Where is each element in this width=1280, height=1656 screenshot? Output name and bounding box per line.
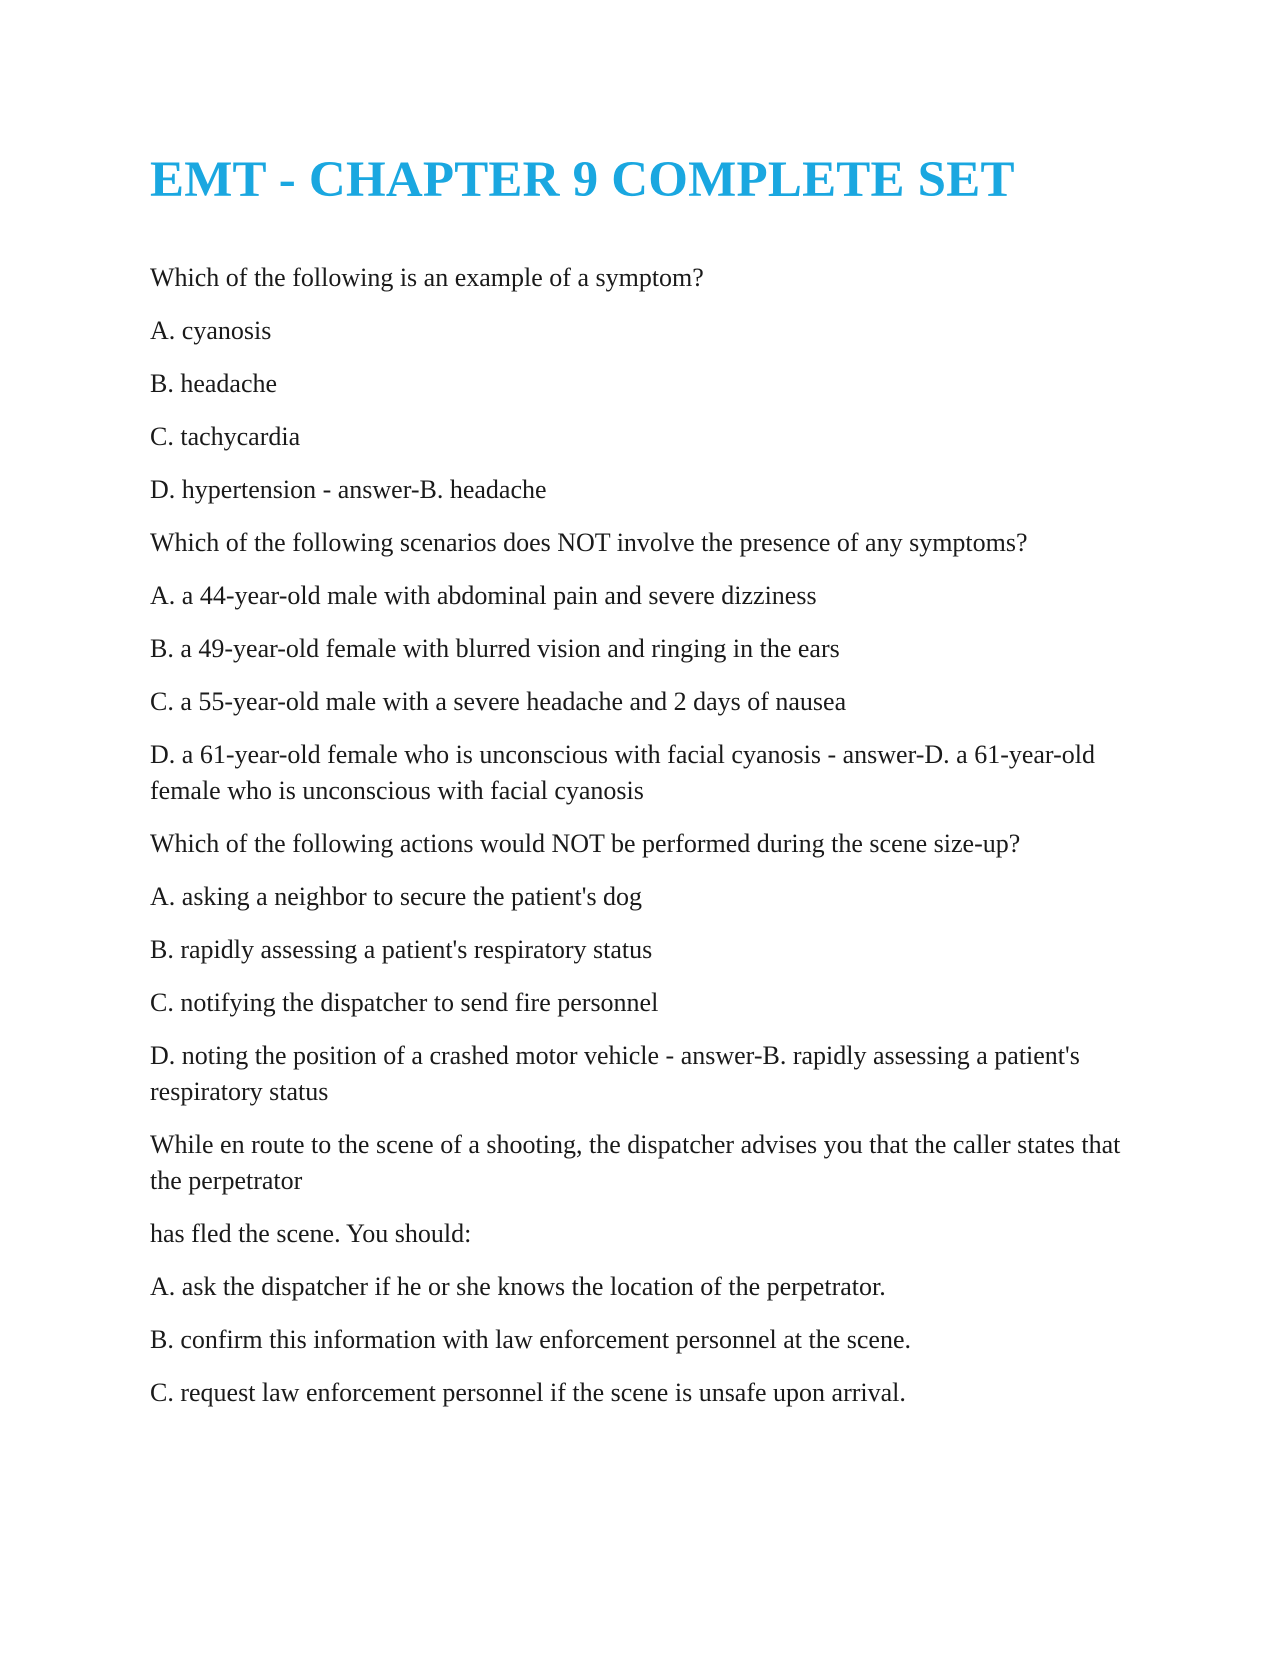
option-2c: C. a 55-year-old male with a severe headache and 2 days of nausea [150, 687, 847, 716]
option-1a: A. cyanosis [150, 316, 272, 345]
option-3a: A. asking a neighbor to secure the patient's dog [150, 882, 643, 911]
question-4-continued: has fled the scene. You should: [150, 1219, 472, 1248]
option-3c: C. notifying the dispatcher to send fire personnel [150, 988, 659, 1017]
option-1b: B. headache [150, 369, 278, 398]
document-page [150, 150, 1130, 1428]
question-4: While en route to the scene of a shooting, the dispatcher advises you that the caller states that the perpetrator [150, 1130, 1121, 1195]
option-3b: B. rapidly assessing a patient's respiratory status [150, 935, 653, 964]
option-2a: A. a 44-year-old male with abdominal pain and severe dizziness [150, 581, 817, 610]
question-2: Which of the following scenarios does NOT involve the presence of any symptoms? [150, 528, 1028, 557]
option-3d-answer: D. noting the position of a crashed motor vehicle - answer-B. rapidly assessing a patient's respiratory status [150, 1041, 1080, 1106]
question-1: Which of the following is an example of a symptom? [150, 263, 704, 292]
option-2b: B. a 49-year-old female with blurred vision and ringing in the ears [150, 634, 840, 663]
option-1d-answer: D. hypertension - answer-B. headache [150, 475, 547, 504]
option-4b: B. confirm this information with law enforcement personnel at the scene. [150, 1325, 911, 1354]
option-4c: C. request law enforcement personnel if the scene is unsafe upon arrival. [150, 1378, 906, 1407]
question-3: Which of the following actions would NOT be performed during the scene size-up? [150, 829, 1021, 858]
option-1c: C. tachycardia [150, 422, 301, 451]
option-2d-answer: D. a 61-year-old female who is unconscious with facial cyanosis - answer-D. a 61-year-old female who is unconscious with facial cyanosis [150, 740, 1095, 805]
page-title: EMT - CHAPTER 9 COMPLETE SET [150, 152, 1015, 208]
option-4a: A. ask the dispatcher if he or she knows the location of the perpetrator. [150, 1272, 886, 1301]
